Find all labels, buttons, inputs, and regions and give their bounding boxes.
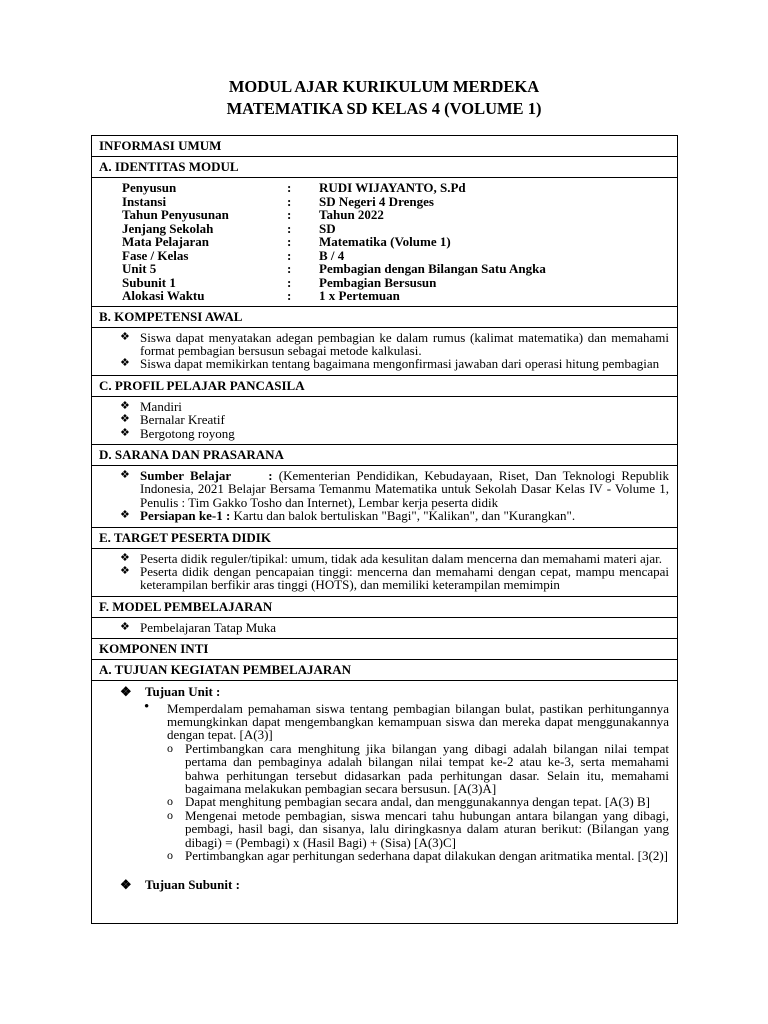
identitas-modul-section [92, 178, 678, 307]
persiapan-text: Kartu dan balok bertuliskan "Bagi", "Kalikan", dan "Kurangkan". [230, 508, 576, 524]
target-item: ❖ Peserta didik dengan pencapaian tinggi: mencerna dan memahami dengan cepat, mampu mencapai keterampilan berfikir aras tinggi (HOTS), dan memiliki keterampilan memimpin [120, 565, 669, 592]
identitas-row [122, 208, 700, 222]
document-title-line-2: MATEMATIKA SD KELAS 4 (VOLUME 1) [226, 99, 542, 118]
identitas-value: SD [319, 220, 336, 236]
sarana-prasarana-heading: D. SARANA DAN PRASARANA [92, 444, 678, 465]
identitas-row [122, 289, 700, 303]
tujuan-kegiatan-heading: A. TUJUAN KEGIATAN PEMBELAJARAN [92, 660, 678, 681]
kompetensi-awal-heading: B. KOMPETENSI AWAL [92, 306, 678, 327]
identitas-key: Tahun Penyusunan [122, 207, 229, 222]
identitas-key: Penyusun [122, 180, 177, 195]
identitas-value: RUDI WIJAYANTO, S.Pd [319, 180, 466, 195]
identitas-value: Tahun 2022 [319, 207, 384, 222]
target-peserta-heading: E. TARGET PESERTA DIDIK [92, 527, 678, 548]
identitas-row [122, 249, 700, 263]
identitas-key: Unit 5 [122, 261, 157, 276]
sarana-prasarana-section [92, 465, 678, 527]
identitas-colon: : [287, 247, 292, 263]
identitas-colon: : [287, 288, 292, 303]
identitas-value: 1 x Pertemuan [319, 288, 400, 303]
tujuan-subunit-label: ❖ Tujuan Subunit : [120, 878, 669, 891]
identitas-row [122, 262, 700, 276]
identitas-row [122, 235, 700, 249]
tujuan-sub-item: o Pertimbangkan cara menghitung jika bilangan yang dibagi adalah bilangan nilai tempat pertama dan pembaginya adalah bilangan nilai tempat ke-2 atau ke-3, serta memahami bahwa perhitungan tersebut didasarkan pada perhitungan dasar. Selain itu, memahami bagaimana melakukan pembagian secara bersusun. [A(3)A] [167, 742, 669, 796]
identitas-modul-heading: A. IDENTITAS MODUL [92, 157, 678, 178]
identitas-row [122, 222, 700, 236]
identitas-key: Instansi [122, 193, 167, 209]
tujuan-unit-bullet [144, 702, 669, 863]
profil-item: ❖ Bernalar Kreatif [120, 413, 669, 426]
tujuan-sub-item: o Pertimbangkan agar perhitungan sederhana dapat dilakukan dengan aritmatika mental. [3(2)] [167, 849, 669, 862]
profil-pancasila-section [92, 396, 678, 444]
identitas-value: Pembagian Bersusun [319, 274, 437, 290]
identitas-key: Alokasi Waktu [122, 288, 205, 303]
sumber-belajar-text: (Kementerian Pendidikan, Kebudayaan, Riset, Dan Teknologi Republik Indonesia, 2021 Belajar Bersama Temanmu Matematika untuk Sekolah Dasar Kelas IV - Volume 1, Penulis : Tim Gakko Tosho dan Internet), Lembar kerja peserta didik [140, 467, 669, 510]
sumber-belajar-label: Sumber Belajar : [140, 467, 273, 483]
kompetensi-awal-section [92, 327, 678, 375]
komponen-inti-heading: KOMPONEN INTI [92, 639, 678, 660]
identitas-row [122, 276, 700, 290]
identitas-key: Fase / Kelas [122, 247, 189, 263]
identitas-key: Jenjang Sekolah [122, 220, 214, 236]
identitas-colon: : [287, 193, 292, 209]
identitas-key: Subunit 1 [122, 274, 176, 290]
identitas-value: SD Negeri 4 Drenges [319, 193, 434, 209]
identitas-value: Matematika (Volume 1) [319, 234, 451, 249]
identitas-row [122, 195, 700, 209]
sarana-item-sumber-belajar [120, 469, 669, 509]
module-table [91, 135, 678, 924]
profil-item: ❖ Bergotong royong [120, 427, 669, 440]
identitas-colon: : [287, 261, 292, 276]
tujuan-unit-label: ❖ Tujuan Unit : [120, 685, 669, 698]
identitas-colon: : [287, 180, 292, 195]
tujuan-unit-bullet-text: • Memperdalam pemahaman siswa tentang pembagian bilangan bulat, pastikan perhitungannya memungkinkan dapat mengembangkan kemampuan siswa dan mereka dapat menggunakannya dengan tepat. [A(3)] [167, 700, 669, 743]
model-item: ❖ Pembelajaran Tatap Muka [120, 621, 669, 634]
kompetensi-item: ❖ Siswa dapat menyatakan adegan pembagian ke dalam rumus (kalimat matematika) dan memahami format pembagian bersusun sebagai metode kalkulasi. [120, 331, 669, 358]
profil-pancasila-heading: C. PROFIL PELAJAR PANCASILA [92, 375, 678, 396]
sarana-item-persiapan [120, 509, 669, 522]
identitas-colon: : [287, 234, 292, 249]
tujuan-kegiatan-section [92, 681, 678, 924]
identitas-key: Mata Pelajaran [122, 234, 210, 249]
document-title-line-1: MODUL AJAR KURIKULUM MERDEKA [228, 77, 540, 96]
tujuan-sub-item: o Mengenai metode pembagian, siswa mencari tahu hubungan antara bilangan yang dibagi, pembagi, hasil bagi, dan sisanya, lalu diringkasnya dalam aturan berikut: (Bilangan yang dibagi) = (Pembagi) x (Hasil Bagi) + (Sisa) [A(3)C] [167, 809, 669, 849]
identitas-colon: : [287, 207, 292, 222]
identitas-row [122, 181, 700, 195]
identitas-colon: : [287, 274, 292, 290]
identitas-colon: : [287, 220, 292, 236]
identitas-table [122, 181, 700, 303]
target-item: ❖ Peserta didik reguler/tipikal: umum, tidak ada kesulitan dalam mencerna dan memahami materi ajar. [120, 552, 669, 565]
persiapan-label: Persiapan ke-1 : [140, 508, 231, 524]
tujuan-sub-item: o Dapat menghitung pembagian secara andal, dan menggunakannya dengan tepat. [A(3) B] [167, 795, 669, 808]
model-pembelajaran-section [92, 617, 678, 638]
model-pembelajaran-heading: F. MODEL PEMBELAJARAN [92, 596, 678, 617]
profil-item: ❖ Mandiri [120, 400, 669, 413]
target-peserta-section [92, 548, 678, 596]
informasi-umum-heading: INFORMASI UMUM [92, 136, 678, 157]
identitas-value: Pembagian dengan Bilangan Satu Angka [319, 261, 546, 276]
identitas-value: B / 4 [319, 247, 345, 263]
kompetensi-item: ❖ Siswa dapat memikirkan tentang bagaimana mengonfirmasi jawaban dari operasi hitung pembagian [120, 357, 669, 370]
